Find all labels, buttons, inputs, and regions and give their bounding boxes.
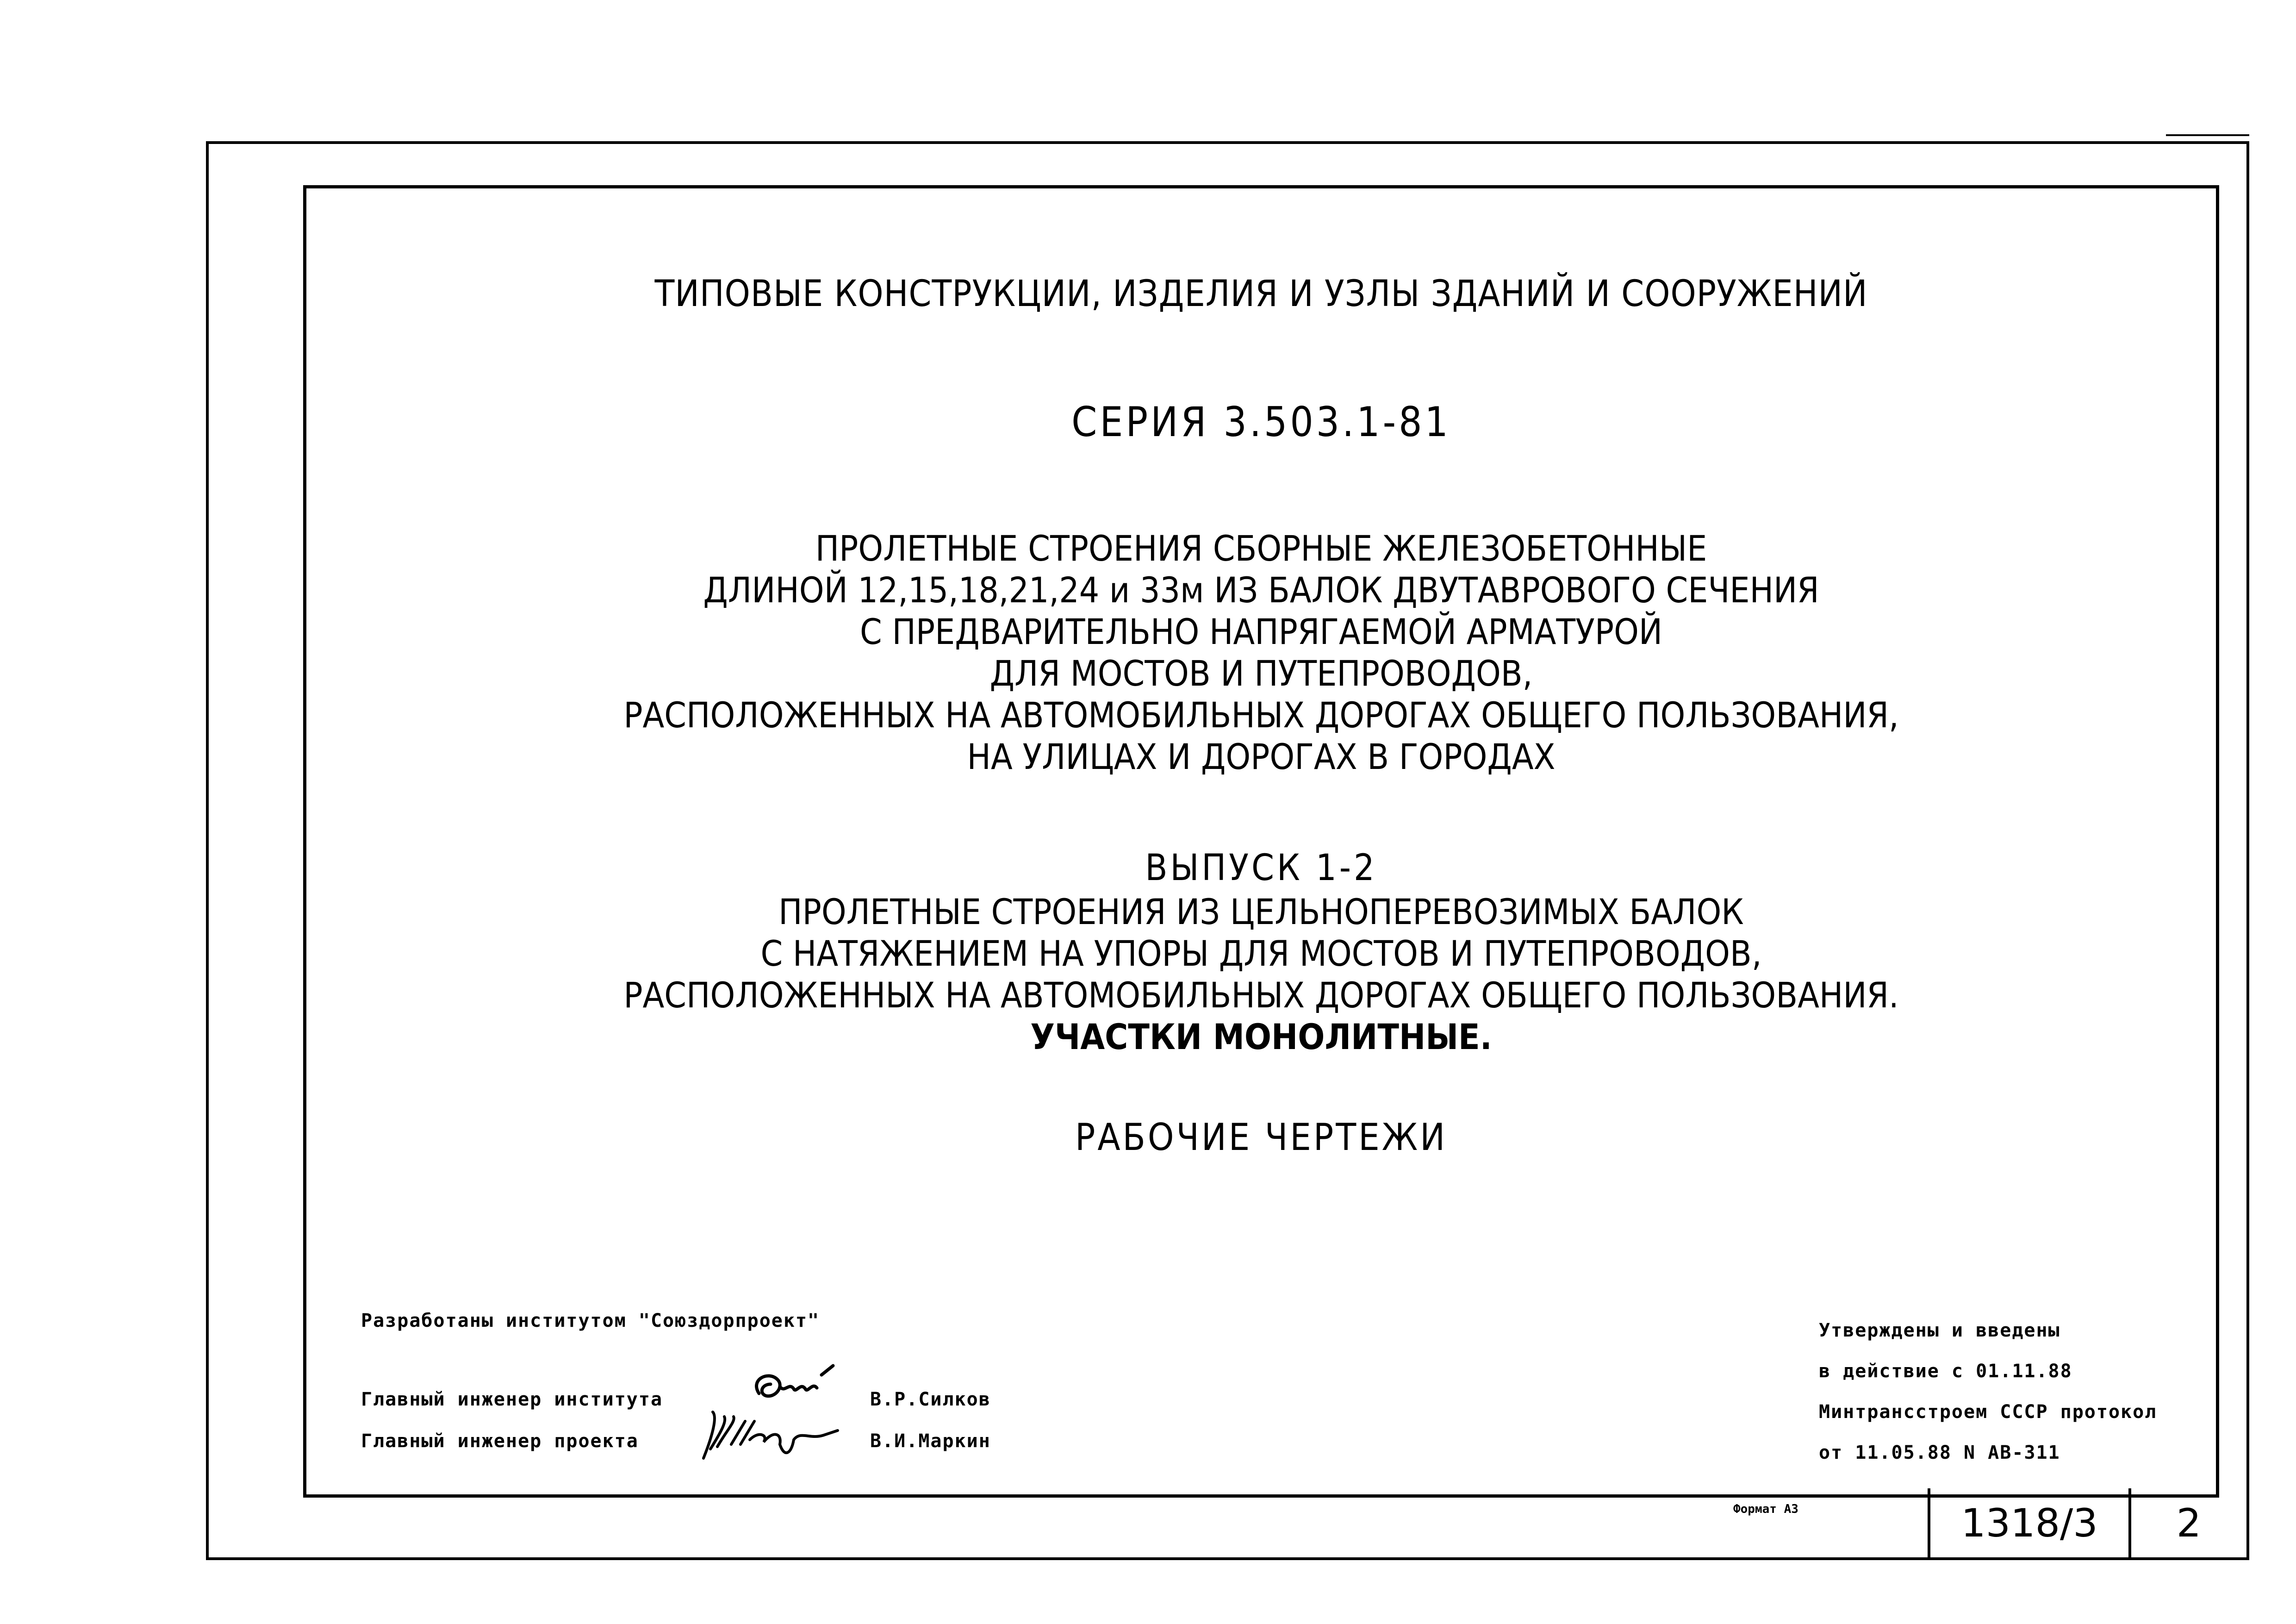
description-line: ДЛЯ МОСТОВ И ПУТЕПРОВОДОВ, [989, 653, 1533, 694]
description-line: С ПРЕДВАРИТЕЛЬНО НАПРЯГАЕМОЙ АРМАТУРОЙ [859, 611, 1663, 652]
issue-line: ПРОЛЕТНЫЕ СТРОЕНИЯ ИЗ ЦЕЛЬНОПЕРЕВОЗИМЫХ БАЛОК [778, 891, 1744, 932]
series-number: СЕРИЯ 3.503.1-81 [1071, 398, 1451, 446]
issue-subtitle: УЧАСТКИ МОНОЛИТНЫЕ. [1030, 1016, 1492, 1057]
developed-by: Разработаны институтом "Союздорпроект" [361, 1310, 820, 1331]
title-stamp [1928, 1488, 2249, 1560]
inner-frame [303, 185, 2219, 1498]
description-line: РАСПОЛОЖЕННЫХ НА АВТОМОБИЛЬНЫХ ДОРОГАХ ОБЩЕГО ПОЛЬЗОВАНИЯ, [623, 694, 1899, 736]
signature-markin [685, 1403, 861, 1472]
document-main-title: ТИПОВЫЕ КОНСТРУКЦИИ, ИЗДЕЛИЯ И УЗЛЫ ЗДАНИЙ И СООРУЖЕНИЙ [654, 273, 1868, 315]
approval-line: в действие с 01.11.88 [1819, 1361, 2072, 1382]
chief-engineer-institute-name: В.Р.Силков [870, 1389, 991, 1410]
description-line: НА УЛИЦАХ И ДОРОГАХ В ГОРОДАХ [967, 736, 1556, 777]
document-description [303, 528, 2219, 778]
approval-line: Минтрансстроем СССР протокол [1819, 1401, 2157, 1423]
frame-dash-mark [2166, 134, 2249, 136]
approval-block [1819, 1310, 2157, 1473]
description-line: ДЛИНОЙ 12,15,18,21,24 и 33м ИЗ БАЛОК ДВУТАВРОВОГО СЕЧЕНИЯ [703, 569, 1819, 611]
working-drawings-label: РАБОЧИЕ ЧЕРТЕЖИ [1075, 1116, 1448, 1159]
chief-engineer-project-label: Главный инженер проекта [361, 1430, 639, 1452]
approval-line: Утверждены и введены [1819, 1320, 2060, 1341]
sheet-number: 2 [2128, 1488, 2249, 1560]
chief-engineer-institute-label: Главный инженер института [361, 1389, 663, 1410]
issue-description [303, 891, 2219, 1058]
album-number: 1318/3 [1928, 1488, 2131, 1560]
description-line: ПРОЛЕТНЫЕ СТРОЕНИЯ СБОРНЫЕ ЖЕЛЕЗОБЕТОННЫЕ [815, 528, 1707, 569]
issue-line: С НАТЯЖЕНИЕМ НА УПОРЫ ДЛЯ МОСТОВ И ПУТЕПРОВОДОВ, [760, 933, 1762, 974]
issue-line: РАСПОЛОЖЕННЫХ НА АВТОМОБИЛЬНЫХ ДОРОГАХ ОБЩЕГО ПОЛЬЗОВАНИЯ. [623, 974, 1899, 1016]
issue-title: ВЫПУСК 1-2 [1145, 847, 1377, 889]
format-label: Формат А3 [1733, 1502, 1798, 1516]
chief-engineer-project-name: В.И.Маркин [870, 1430, 991, 1452]
approval-line: от 11.05.88 N АВ-311 [1819, 1442, 2060, 1463]
